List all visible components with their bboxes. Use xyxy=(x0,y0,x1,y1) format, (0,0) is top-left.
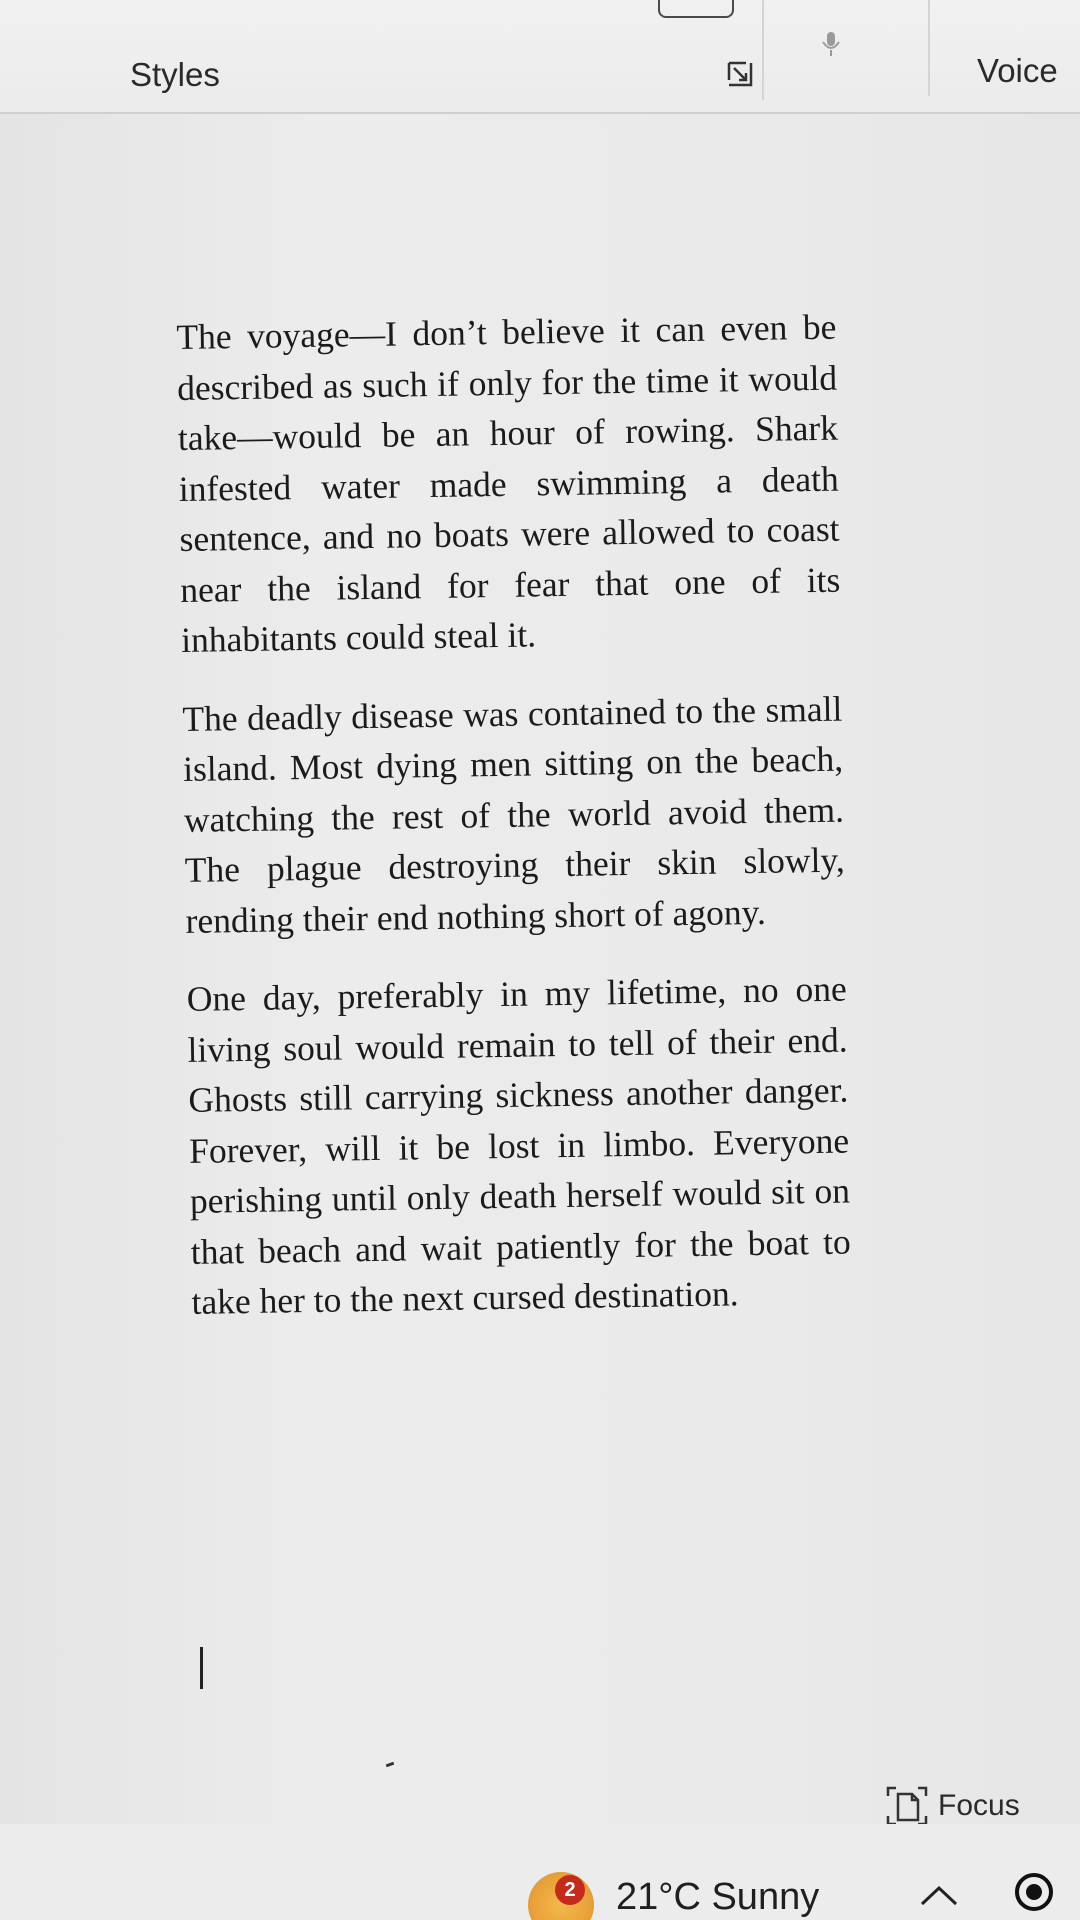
document-body[interactable] xyxy=(176,302,852,1356)
focus-label: Focus xyxy=(938,1789,1020,1822)
weather-widget-text[interactable]: 21°C Sunny xyxy=(616,1876,820,1918)
ribbon-divider xyxy=(762,0,764,100)
paragraph-2: The deadly disease was contained to the small island. Most dying men sitting on the beach, watching the rest of the world avoid them. The plague destroying their skin slowly, rending their end nothing short of agony. xyxy=(182,688,845,941)
text-cursor xyxy=(200,1647,203,1689)
record-icon[interactable] xyxy=(1012,1870,1056,1914)
voice-group-label: Voice xyxy=(977,52,1058,89)
paragraph-3: One day, preferably in my lifetime, no one living soul would remain to tell of their end. Ghosts still carrying sickness another danger. Forever, will it be lost in limbo. Everyone perishing until only death herself would sit on that beach and wait patiently for the boat to take her to the next cursed destination. xyxy=(186,968,851,1322)
dictate-icon[interactable] xyxy=(817,30,845,58)
notification-badge: 2 xyxy=(555,1875,585,1905)
paragraph-1: The voyage—I don’t believe it can even be described as such if only for the time it would take—would be an hour of rowing. Shark infested water made swimming a death sentence, and no boats were allowed to coast near the island for fear that one of its inhabitants could steal it. xyxy=(176,306,841,660)
focus-mode-button[interactable] xyxy=(884,1784,1020,1828)
ribbon xyxy=(0,0,1080,114)
ribbon-divider xyxy=(928,0,930,96)
dialog-launcher-icon[interactable] xyxy=(726,60,754,88)
ribbon-control-edge[interactable] xyxy=(658,0,734,18)
styles-group-label: Styles xyxy=(130,56,220,93)
chevron-up-icon[interactable] xyxy=(918,1880,960,1910)
focus-mode-icon xyxy=(884,1784,930,1828)
